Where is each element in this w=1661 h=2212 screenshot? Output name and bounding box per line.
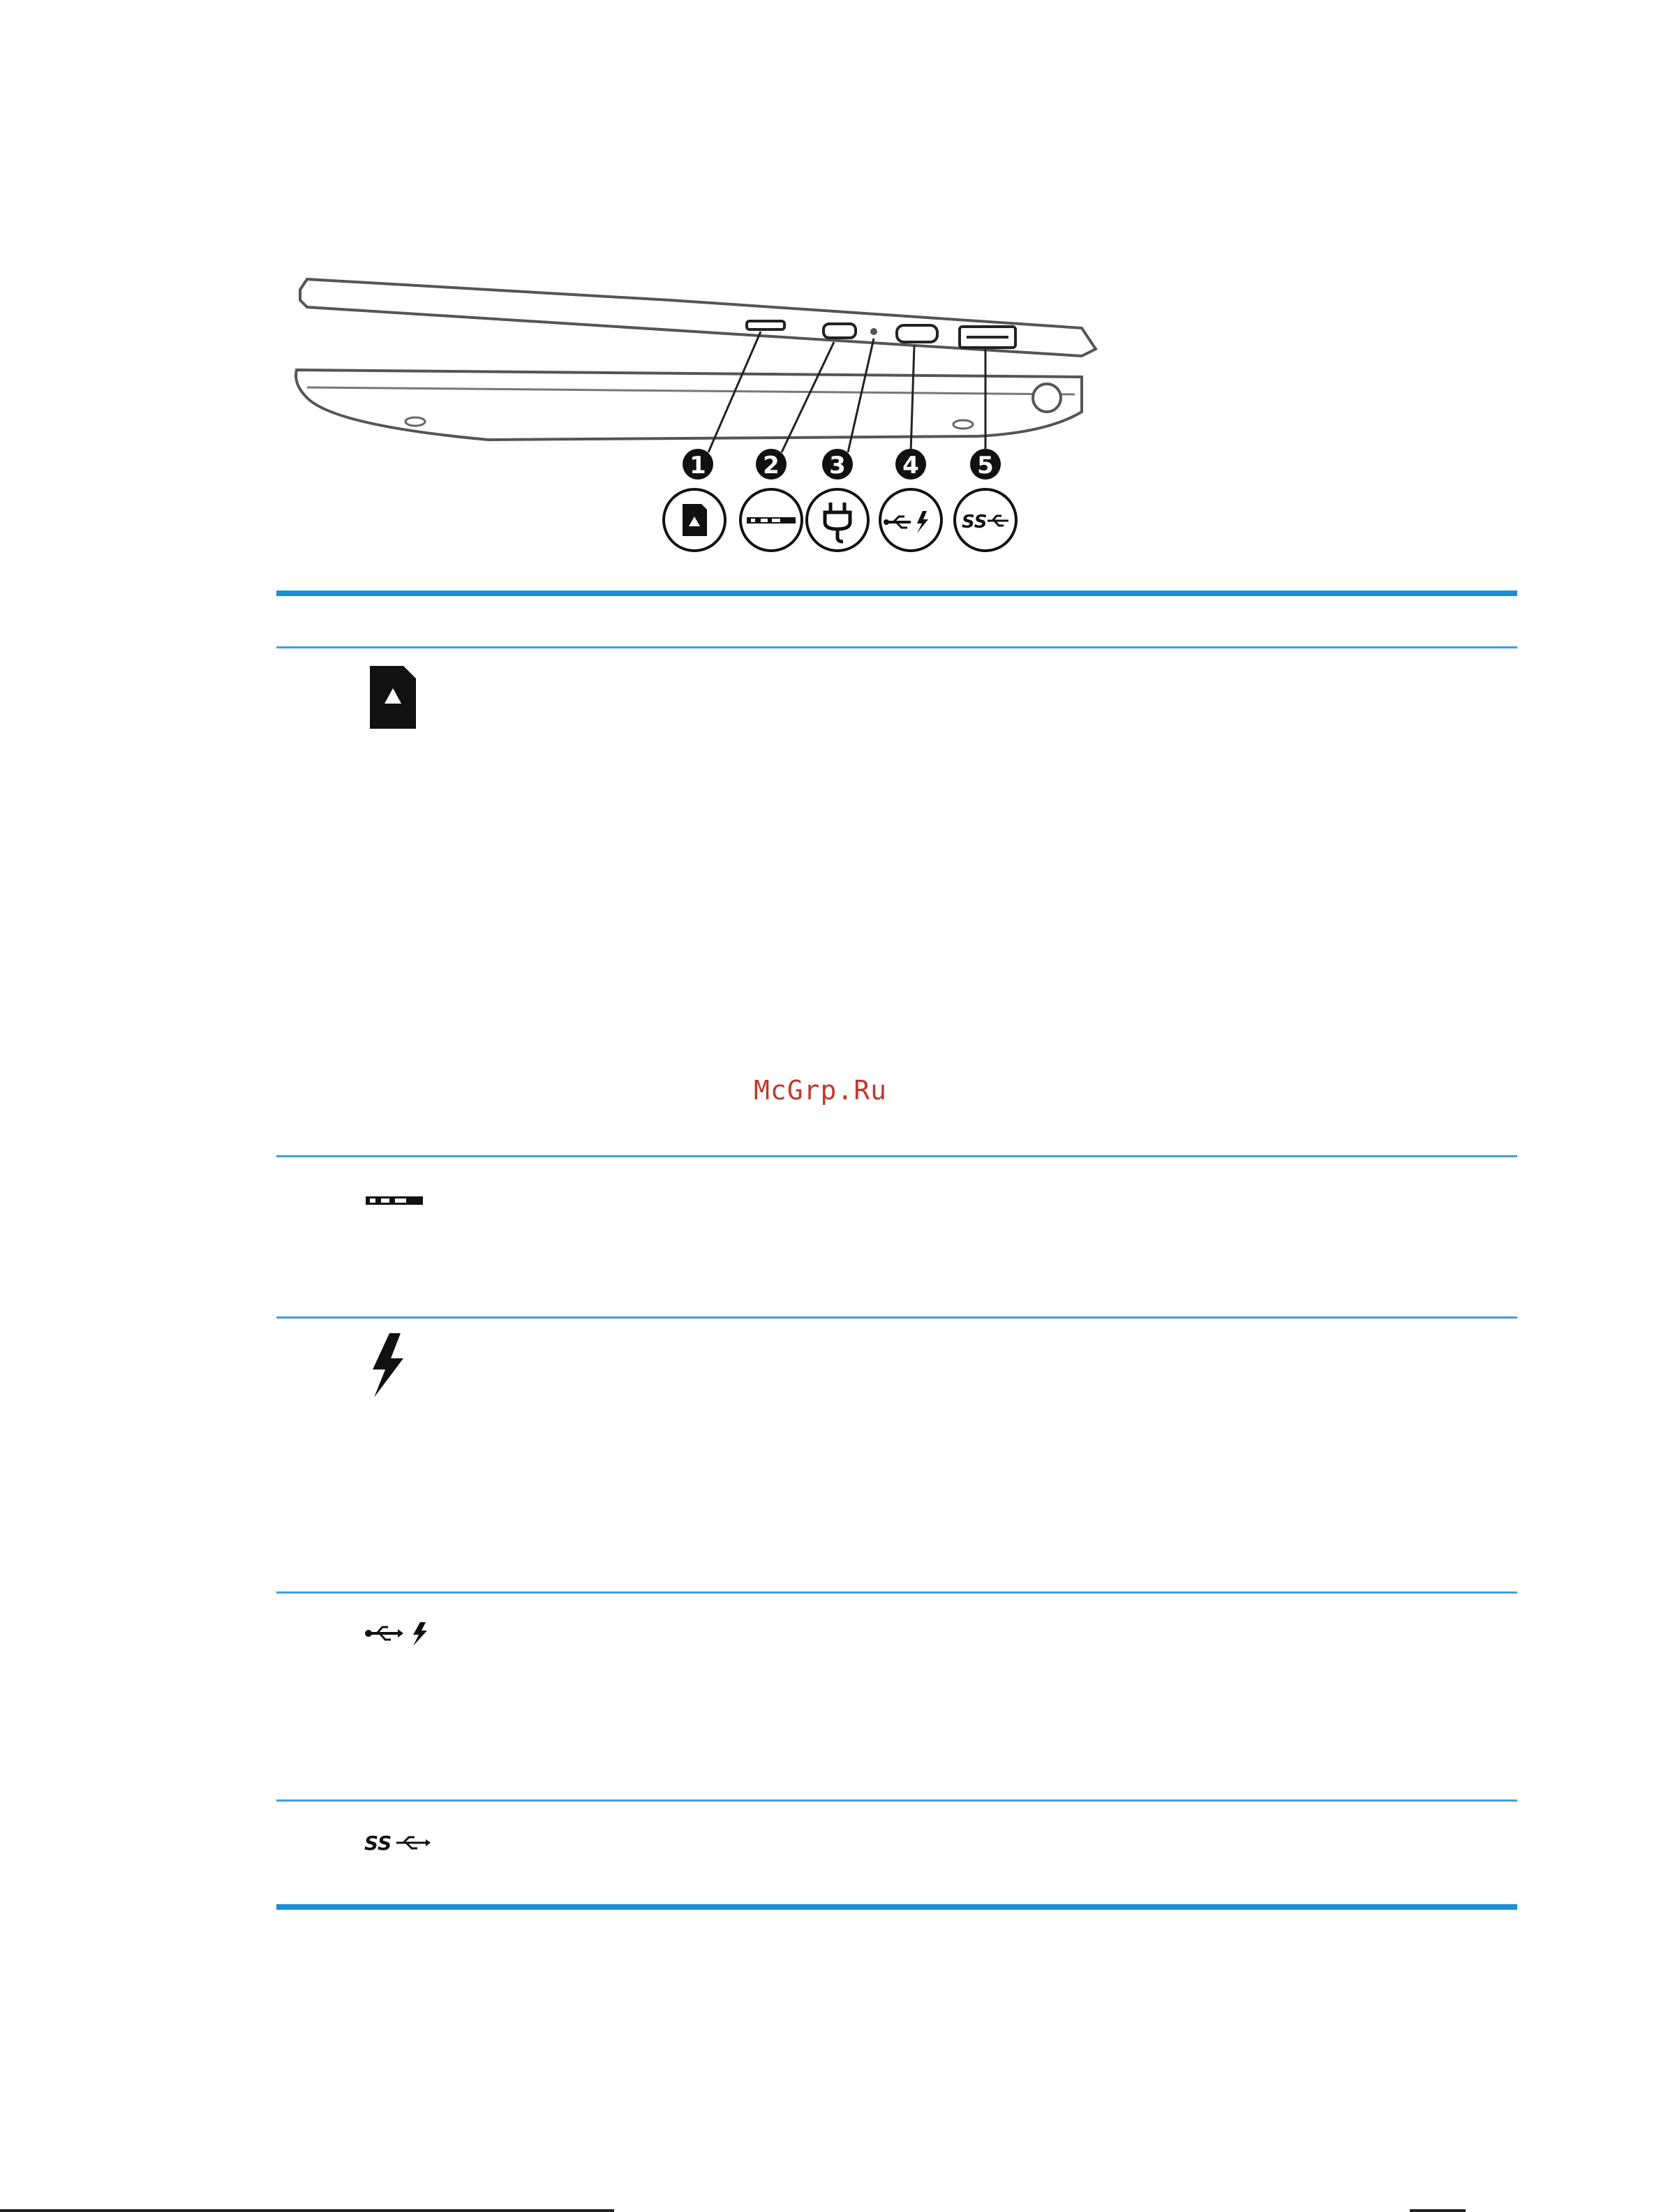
memory-card-icon xyxy=(363,662,422,732)
callout-3 xyxy=(822,449,853,480)
svg-text:SS: SS xyxy=(962,512,988,533)
callout-5 xyxy=(970,449,1001,480)
watermark: McGrp.Ru xyxy=(754,1075,888,1106)
svg-text:2: 2 xyxy=(763,452,780,480)
memory-card-icon xyxy=(664,489,725,551)
row-divider-1 xyxy=(276,1155,1517,1157)
usb-superspeed-icon xyxy=(955,489,1016,551)
footer-mark-right xyxy=(1410,2209,1466,2212)
thunderbolt-icon xyxy=(363,1332,412,1399)
laptop-side-view-diagram xyxy=(279,251,1117,572)
port-power-light xyxy=(870,328,877,335)
usb-superspeed-icon xyxy=(363,1829,433,1857)
row-divider-3 xyxy=(276,1591,1517,1594)
svg-text:4: 4 xyxy=(902,452,919,480)
footer-mark-left xyxy=(0,2209,614,2212)
svg-text:1: 1 xyxy=(690,452,706,480)
port-hdmi xyxy=(824,324,856,338)
callout-1 xyxy=(683,449,713,480)
callout-4 xyxy=(895,449,926,480)
table-bottom-rule xyxy=(276,1904,1517,1910)
usb-charging-icon xyxy=(363,1619,433,1647)
svg-text:5: 5 xyxy=(977,452,994,480)
hdmi-icon xyxy=(363,1192,426,1209)
port-usb-c xyxy=(897,325,937,342)
svg-text:SS: SS xyxy=(364,1832,392,1855)
table-top-rule xyxy=(276,591,1517,596)
callout-2 xyxy=(756,449,787,480)
power-plug-icon xyxy=(807,489,868,551)
row-divider-4 xyxy=(276,1799,1517,1802)
table-header-rule xyxy=(276,646,1517,648)
hdmi-icon xyxy=(740,489,802,551)
row-divider-2 xyxy=(276,1316,1517,1319)
port-memory-card-reader xyxy=(747,321,784,329)
usb-power-icon xyxy=(880,489,941,551)
svg-text:3: 3 xyxy=(829,452,846,480)
